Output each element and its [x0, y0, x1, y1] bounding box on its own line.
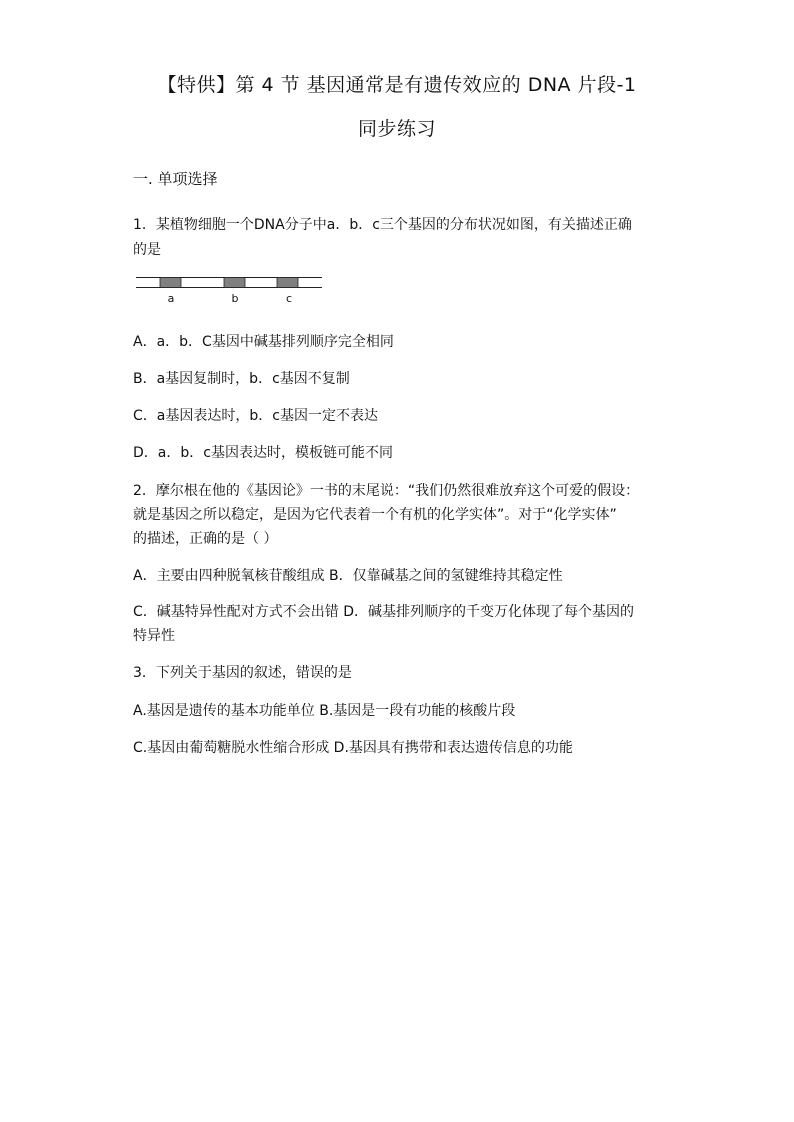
q3-options-ab: A.基因是遗传的基本功能单位 B.基因是一段有功能的核酸片段: [133, 703, 516, 719]
gene-segment-a: [160, 278, 181, 288]
gene-label-a: a: [167, 292, 175, 305]
gene-segment-c: [277, 278, 298, 288]
gene-label-b: b: [231, 292, 239, 305]
q1-option-b: B．a基因复制时，b．c基因不复制: [133, 371, 350, 387]
q1-option-d: D．a．b．c基因表达时，模板链可能不同: [133, 445, 393, 461]
q2-options-ab: A．主要由四种脱氧核苷酸组成 B．仅靠碱基之间的氢键维持其稳定性: [133, 568, 563, 584]
q3-stem: 3．下列关于基因的叙述，错误的是: [133, 665, 352, 681]
q2-options-cd-line1: C．碱基特异性配对方式不会出错 D．碱基排列顺序的千变万化体现了每个基因的: [133, 604, 635, 620]
q1-option-a: A．a．b．C基因中碱基排列顺序完全相同: [133, 334, 394, 350]
q1-stem-line1: 1．某植物细胞一个DNA分子中a．b．c三个基因的分布状况如图，有关描述正确: [133, 217, 632, 233]
dna-gene-diagram: [136, 274, 322, 308]
q3-options-cd: C.基因由葡萄糖脱水性缩合形成 D.基因具有携带和表达遗传信息的功能: [133, 740, 573, 756]
gene-segment-b: [224, 278, 245, 288]
section-heading: 一. 单项选择: [133, 170, 218, 188]
document-subtitle: 同步练习: [357, 118, 436, 140]
gene-label-c: c: [285, 292, 293, 305]
q1-stem-line2: 的是: [133, 242, 161, 258]
q1-option-c: C．a基因表达时，b．c基因一定不表达: [133, 408, 378, 424]
q2-options-cd-line2: 特异性: [133, 628, 175, 644]
document-title: 【特供】第 4 节 基因通常是有遗传效应的 DNA 片段-1: [157, 74, 637, 96]
q2-stem-line1: 2．摩尔根在他的《基因论》一书的末尾说：“我们仍然很难放弃这个可爱的假设：: [133, 483, 640, 499]
q2-stem-line3: 的描述，正确的是（ ）: [133, 531, 278, 547]
q2-stem-line2: 就是基因之所以稳定，是因为它代表着一个有机的化学实体”。对于“化学实体”: [133, 507, 617, 523]
